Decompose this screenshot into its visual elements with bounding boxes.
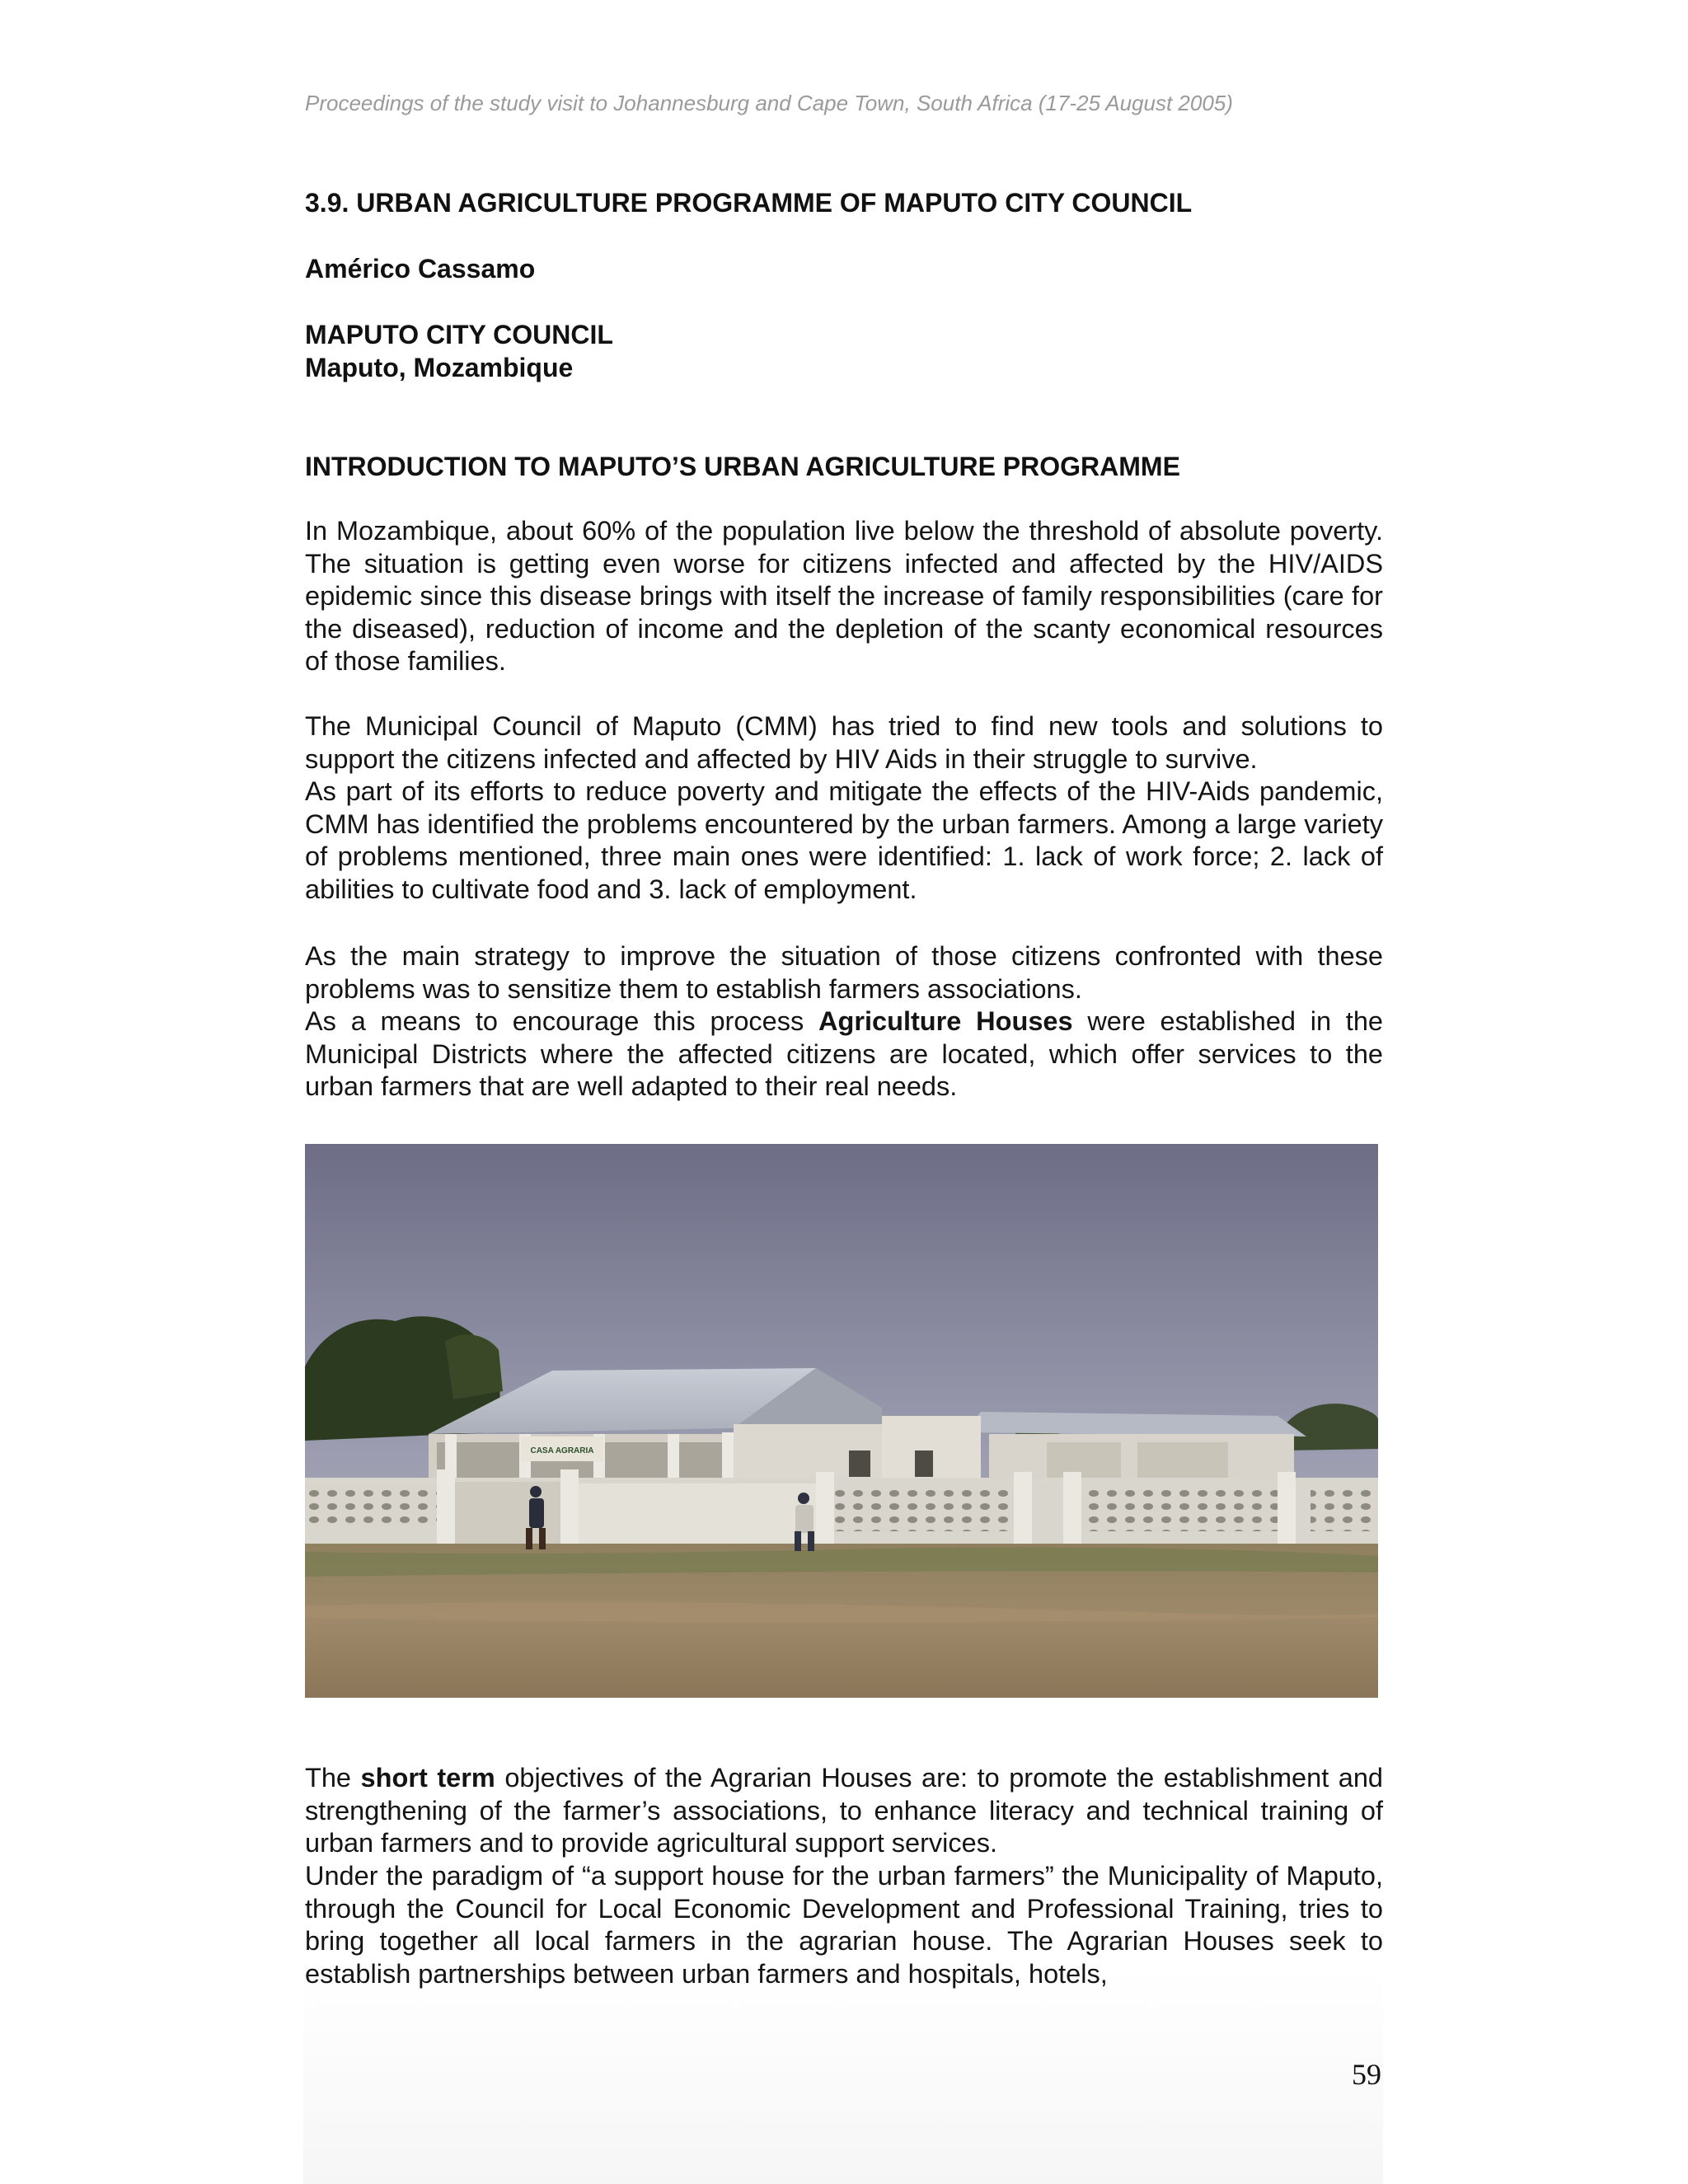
- page-number: 59: [1352, 2058, 1381, 2091]
- paragraph-cmm-tools: The Municipal Council of Maputo (CMM) has tried to find new tools and solutions to support the citizens infected and affected by HIV Aids in their struggle to survive.: [305, 711, 1383, 774]
- page-bottom-shade: [303, 1970, 1383, 2184]
- introduction-subheading: INTRODUCTION TO MAPUTO’S URBAN AGRICULTURE PROGRAMME: [305, 452, 1180, 481]
- paragraph-strategy: As the main strategy to improve the situation of those citizens confronted with these problems was to sensitize them to establish farmers associations.: [305, 941, 1383, 1004]
- author-name: Américo Cassamo: [305, 254, 536, 284]
- affiliation-organization: MAPUTO CITY COUNCIL: [305, 320, 613, 349]
- paragraph-problems: As part of its efforts to reduce poverty and mitigate the effects of the HIV-Aids pandemic, CMM has identified the problems encountered by the urban farmers. Among a large variety of problems mentioned, three main ones were identified: 1. lack of work force; 2. lack of abilities to cultivate food and 3. lack of employment.: [305, 776, 1383, 904]
- section-title: 3.9. URBAN AGRICULTURE PROGRAMME OF MAPUTO CITY COUNCIL: [305, 188, 1193, 218]
- paragraph-text: As a means to encourage this process: [305, 1006, 819, 1036]
- building-sign: CASA AGRARIA: [530, 1446, 594, 1455]
- agriculture-houses-term: Agriculture Houses: [818, 1006, 1073, 1036]
- agrarian-house-photo: [305, 1144, 1378, 1698]
- paragraph-agriculture-houses: [305, 1005, 1383, 1104]
- paragraph-support-house: Under the paradigm of “a support house for the urban farmers” the Municipality of Maputo, through the Council for Local Economic Development and Professional Training, tries to bring together all local farmers in the agrarian house. The Agrarian Houses seek to establish partnerships between urban farmers and hospitals, hotels,: [305, 1861, 1383, 1989]
- paragraph-text: objectives of the Agrarian Houses are: to promote the establishment and strengthening of the farmer’s associations, to enhance literacy and technical training of urban farmers and to provide agricultural support services.: [305, 1763, 1383, 1858]
- affiliation-location: Maputo, Mozambique: [305, 353, 574, 382]
- paragraph-text: were established in the Municipal Districts where the affected citizens are located, which offer services to the urban farmers that are well adapted to their real needs.: [305, 1006, 1383, 1101]
- short-term-term: short term: [360, 1763, 495, 1793]
- paragraph-short-term-objectives: [305, 1762, 1383, 1860]
- paragraph-text: The: [305, 1763, 361, 1793]
- paragraph-poverty: In Mozambique, about 60% of the population live below the threshold of absolute poverty. The situation is getting even worse for citizens infected and affected by the HIV/AIDS epidemic since this disease brings with itself the increase of family responsibilities (care for the diseased), reduction of income and the depletion of the scanty economical resources of those families.: [305, 516, 1383, 676]
- running-header: Proceedings of the study visit to Johannesburg and Cape Town, South Africa (17-25 August 2005): [305, 91, 1233, 115]
